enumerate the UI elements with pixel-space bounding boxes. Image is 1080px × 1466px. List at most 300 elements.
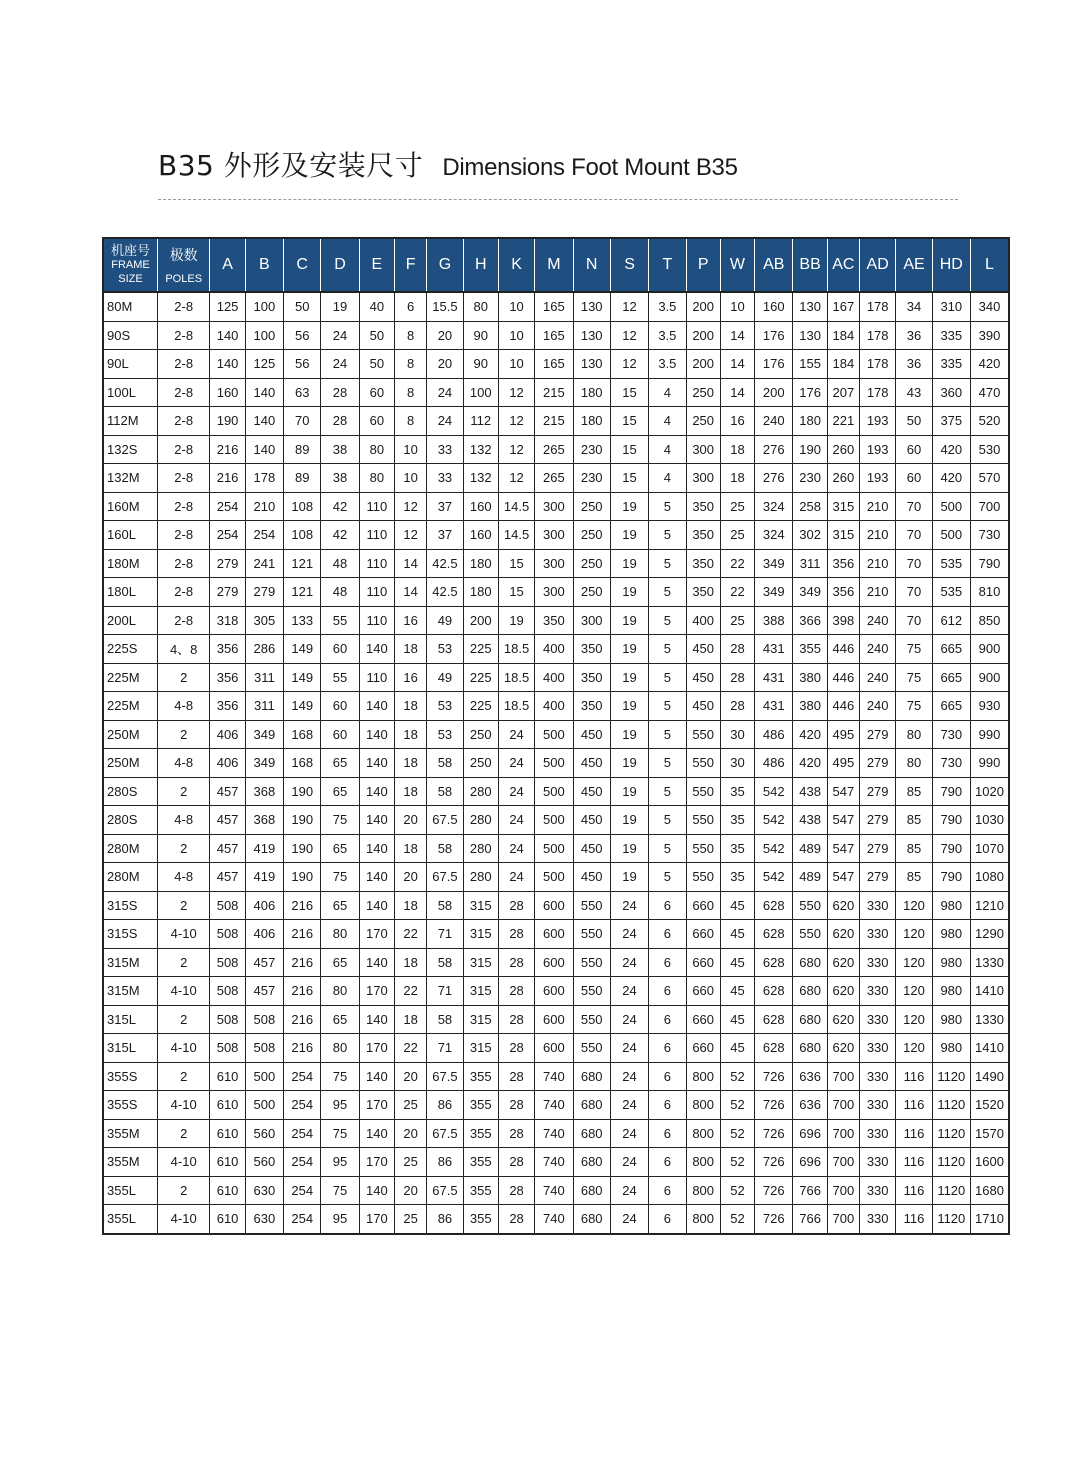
- cell-value: 50: [284, 292, 321, 321]
- cell-value: 1120: [932, 1148, 970, 1177]
- cell-value: 176: [755, 321, 793, 350]
- header-col-n: N: [573, 238, 610, 292]
- table-row: [103, 1062, 1009, 1091]
- cell-value: 800: [686, 1205, 720, 1234]
- cell-value: 450: [686, 692, 720, 721]
- cell-value: 600: [535, 920, 573, 949]
- cell-value: 200: [686, 292, 720, 321]
- cell-value: 726: [755, 1176, 793, 1205]
- table-row: [103, 521, 1009, 550]
- cell-value: 67.5: [427, 806, 463, 835]
- cell-value: 30: [720, 720, 754, 749]
- table-row: [103, 1148, 1009, 1177]
- cell-value: 696: [793, 1119, 827, 1148]
- cell-value: 547: [827, 806, 859, 835]
- cell-value: 450: [573, 863, 610, 892]
- cell-value: 400: [535, 635, 573, 664]
- cell-value: 89: [284, 464, 321, 493]
- cell-value: 19: [610, 606, 648, 635]
- cell-value: 790: [970, 549, 1009, 578]
- cell-value: 19: [610, 549, 648, 578]
- cell-value: 300: [535, 549, 573, 578]
- cell-value: 176: [793, 378, 827, 407]
- cell-value: 600: [535, 891, 573, 920]
- cell-value: 800: [686, 1176, 720, 1205]
- cell-value: 400: [535, 692, 573, 721]
- table-row: [103, 635, 1009, 664]
- cell-value: 80: [321, 920, 359, 949]
- cell-value: 167: [827, 292, 859, 321]
- cell-value: 100: [245, 321, 283, 350]
- cell-value: 178: [860, 350, 896, 379]
- table-row: [103, 663, 1009, 692]
- cell-poles: 2-8: [157, 435, 209, 464]
- cell-value: 550: [686, 863, 720, 892]
- cell-poles: 4-8: [157, 863, 209, 892]
- cell-value: 726: [755, 1148, 793, 1177]
- cell-value: 116: [896, 1062, 932, 1091]
- cell-value: 75: [321, 1176, 359, 1205]
- header-col-g: G: [427, 238, 463, 292]
- cell-poles: 2: [157, 777, 209, 806]
- cell-value: 52: [720, 1205, 754, 1234]
- cell-value: 18.5: [498, 692, 534, 721]
- cell-value: 28: [498, 1005, 534, 1034]
- cell-value: 18: [395, 1005, 427, 1034]
- cell-value: 438: [793, 777, 827, 806]
- cell-value: 12: [610, 350, 648, 379]
- cell-value: 628: [755, 1034, 793, 1063]
- cell-value: 121: [284, 578, 321, 607]
- cell-frame-size: 315M: [103, 948, 157, 977]
- cell-value: 36: [896, 350, 932, 379]
- cell-value: 324: [755, 521, 793, 550]
- cell-value: 542: [755, 777, 793, 806]
- cell-value: 350: [686, 578, 720, 607]
- cell-value: 149: [284, 692, 321, 721]
- cell-value: 1490: [970, 1062, 1009, 1091]
- header-frame-size: [103, 238, 157, 292]
- cell-value: 133: [284, 606, 321, 635]
- cell-value: 457: [210, 863, 245, 892]
- cell-frame-size: 80M: [103, 292, 157, 321]
- cell-value: 349: [245, 720, 283, 749]
- cell-value: 324: [755, 492, 793, 521]
- cell-value: 250: [573, 521, 610, 550]
- cell-value: 25: [395, 1091, 427, 1120]
- cell-value: 24: [498, 834, 534, 863]
- cell-value: 680: [573, 1205, 610, 1234]
- cell-value: 330: [860, 1005, 896, 1034]
- cell-value: 10: [720, 292, 754, 321]
- table-body: [103, 292, 1009, 1234]
- cell-value: 170: [359, 1148, 394, 1177]
- cell-poles: 2-8: [157, 292, 209, 321]
- cell-frame-size: 132M: [103, 464, 157, 493]
- cell-value: 355: [463, 1205, 498, 1234]
- cell-value: 790: [932, 834, 970, 863]
- cell-value: 500: [932, 492, 970, 521]
- cell-value: 330: [860, 1205, 896, 1234]
- cell-frame-size: 225M: [103, 692, 157, 721]
- cell-value: 508: [210, 977, 245, 1006]
- cell-value: 6: [649, 1062, 686, 1091]
- header-poles-en: POLES: [165, 273, 203, 285]
- cell-value: 542: [755, 806, 793, 835]
- cell-value: 16: [720, 407, 754, 436]
- cell-value: 535: [932, 578, 970, 607]
- cell-value: 80: [321, 977, 359, 1006]
- cell-frame-size: 315S: [103, 920, 157, 949]
- cell-value: 740: [535, 1119, 573, 1148]
- cell-value: 680: [573, 1148, 610, 1177]
- cell-value: 380: [793, 663, 827, 692]
- cell-value: 75: [321, 806, 359, 835]
- cell-value: 112: [463, 407, 498, 436]
- cell-value: 1120: [932, 1119, 970, 1148]
- cell-value: 184: [827, 350, 859, 379]
- cell-value: 18: [395, 777, 427, 806]
- cell-value: 178: [860, 292, 896, 321]
- cell-value: 457: [245, 977, 283, 1006]
- cell-value: 542: [755, 834, 793, 863]
- cell-value: 279: [860, 777, 896, 806]
- cell-value: 740: [535, 1176, 573, 1205]
- cell-poles: 4-10: [157, 1205, 209, 1234]
- cell-value: 330: [860, 1148, 896, 1177]
- cell-value: 990: [970, 720, 1009, 749]
- cell-poles: 2-8: [157, 606, 209, 635]
- cell-value: 19: [610, 692, 648, 721]
- cell-value: 58: [427, 749, 463, 778]
- cell-poles: 2: [157, 1119, 209, 1148]
- table-row: [103, 863, 1009, 892]
- cell-value: 70: [896, 492, 932, 521]
- cell-value: 168: [284, 720, 321, 749]
- cell-value: 660: [686, 891, 720, 920]
- cell-value: 5: [649, 492, 686, 521]
- cell-value: 560: [245, 1119, 283, 1148]
- cell-value: 12: [498, 435, 534, 464]
- cell-value: 620: [827, 891, 859, 920]
- cell-value: 24: [427, 407, 463, 436]
- cell-value: 60: [359, 378, 394, 407]
- cell-value: 19: [610, 777, 648, 806]
- cell-value: 8: [395, 350, 427, 379]
- cell-value: 28: [720, 663, 754, 692]
- cell-value: 350: [686, 521, 720, 550]
- cell-frame-size: 355M: [103, 1119, 157, 1148]
- cell-value: 19: [321, 292, 359, 321]
- cell-value: 24: [610, 1119, 648, 1148]
- cell-value: 980: [932, 891, 970, 920]
- cell-value: 612: [932, 606, 970, 635]
- cell-value: 1410: [970, 977, 1009, 1006]
- header-col-c: C: [284, 238, 321, 292]
- cell-value: 355: [463, 1148, 498, 1177]
- cell-frame-size: 225M: [103, 663, 157, 692]
- cell-value: 1330: [970, 948, 1009, 977]
- cell-value: 25: [720, 492, 754, 521]
- cell-value: 63: [284, 378, 321, 407]
- cell-value: 178: [245, 464, 283, 493]
- cell-value: 28: [498, 1091, 534, 1120]
- cell-value: 130: [573, 350, 610, 379]
- cell-frame-size: 315L: [103, 1034, 157, 1063]
- cell-value: 71: [427, 1034, 463, 1063]
- cell-value: 1120: [932, 1176, 970, 1205]
- cell-value: 25: [395, 1205, 427, 1234]
- cell-value: 600: [535, 1034, 573, 1063]
- cell-value: 25: [720, 606, 754, 635]
- cell-value: 80: [896, 720, 932, 749]
- cell-value: 254: [245, 521, 283, 550]
- cell-value: 5: [649, 834, 686, 863]
- cell-value: 500: [932, 521, 970, 550]
- cell-value: 800: [686, 1062, 720, 1091]
- cell-value: 19: [610, 635, 648, 664]
- cell-value: 140: [359, 806, 394, 835]
- cell-value: 230: [573, 464, 610, 493]
- cell-value: 58: [427, 891, 463, 920]
- cell-value: 790: [932, 777, 970, 806]
- table-row: [103, 749, 1009, 778]
- cell-value: 18: [395, 749, 427, 778]
- cell-value: 330: [860, 1119, 896, 1148]
- cell-frame-size: 180L: [103, 578, 157, 607]
- cell-value: 24: [498, 749, 534, 778]
- header-col-e: E: [359, 238, 394, 292]
- cell-value: 200: [463, 606, 498, 635]
- cell-value: 700: [827, 1091, 859, 1120]
- cell-value: 250: [573, 492, 610, 521]
- cell-value: 70: [896, 549, 932, 578]
- header-col-h: H: [463, 238, 498, 292]
- table-header-row: [103, 238, 1009, 292]
- cell-value: 125: [245, 350, 283, 379]
- cell-poles: 2: [157, 1062, 209, 1091]
- cell-value: 10: [498, 350, 534, 379]
- cell-value: 16: [395, 663, 427, 692]
- cell-value: 24: [610, 1034, 648, 1063]
- cell-value: 1030: [970, 806, 1009, 835]
- cell-value: 108: [284, 521, 321, 550]
- cell-value: 286: [245, 635, 283, 664]
- cell-value: 620: [827, 1034, 859, 1063]
- cell-value: 250: [463, 720, 498, 749]
- cell-value: 628: [755, 977, 793, 1006]
- cell-value: 45: [720, 920, 754, 949]
- cell-value: 766: [793, 1205, 827, 1234]
- cell-value: 12: [395, 492, 427, 521]
- cell-value: 168: [284, 749, 321, 778]
- cell-value: 190: [284, 834, 321, 863]
- cell-value: 18: [720, 464, 754, 493]
- cell-value: 508: [245, 1005, 283, 1034]
- cell-value: 10: [498, 292, 534, 321]
- cell-value: 120: [896, 1034, 932, 1063]
- cell-value: 215: [535, 407, 573, 436]
- cell-value: 1120: [932, 1205, 970, 1234]
- cell-value: 450: [686, 663, 720, 692]
- header-col-d: D: [321, 238, 359, 292]
- cell-value: 216: [284, 1034, 321, 1063]
- cell-value: 276: [755, 464, 793, 493]
- cell-value: 5: [649, 749, 686, 778]
- cell-value: 500: [535, 777, 573, 806]
- cell-value: 140: [359, 635, 394, 664]
- cell-value: 60: [321, 720, 359, 749]
- table-row: [103, 378, 1009, 407]
- cell-value: 5: [649, 692, 686, 721]
- cell-value: 450: [573, 720, 610, 749]
- cell-value: 38: [321, 435, 359, 464]
- cell-value: 254: [284, 1148, 321, 1177]
- cell-value: 254: [284, 1091, 321, 1120]
- cell-value: 990: [970, 749, 1009, 778]
- cell-value: 28: [498, 1034, 534, 1063]
- cell-value: 176: [755, 350, 793, 379]
- cell-value: 5: [649, 578, 686, 607]
- cell-value: 86: [427, 1091, 463, 1120]
- cell-frame-size: 90S: [103, 321, 157, 350]
- cell-value: 116: [896, 1176, 932, 1205]
- table-row: [103, 292, 1009, 321]
- cell-value: 132: [463, 464, 498, 493]
- cell-value: 450: [573, 777, 610, 806]
- cell-value: 24: [498, 806, 534, 835]
- table-row: [103, 1091, 1009, 1120]
- cell-value: 170: [359, 977, 394, 1006]
- cell-value: 33: [427, 464, 463, 493]
- cell-value: 279: [245, 578, 283, 607]
- cell-value: 48: [321, 578, 359, 607]
- cell-value: 110: [359, 521, 394, 550]
- cell-value: 53: [427, 635, 463, 664]
- cell-value: 766: [793, 1176, 827, 1205]
- cell-value: 19: [610, 578, 648, 607]
- cell-value: 16: [395, 606, 427, 635]
- cell-value: 420: [793, 720, 827, 749]
- cell-value: 190: [284, 806, 321, 835]
- cell-poles: 2-8: [157, 464, 209, 493]
- cell-value: 75: [321, 1062, 359, 1091]
- cell-value: 665: [932, 692, 970, 721]
- cell-value: 140: [359, 749, 394, 778]
- cell-value: 36: [896, 321, 932, 350]
- cell-value: 550: [573, 1034, 610, 1063]
- cell-value: 486: [755, 749, 793, 778]
- cell-value: 1330: [970, 1005, 1009, 1034]
- cell-value: 110: [359, 663, 394, 692]
- cell-value: 215: [535, 378, 573, 407]
- cell-value: 80: [359, 464, 394, 493]
- cell-value: 610: [210, 1062, 245, 1091]
- cell-value: 680: [793, 1034, 827, 1063]
- cell-value: 24: [610, 977, 648, 1006]
- cell-value: 14: [720, 321, 754, 350]
- cell-value: 740: [535, 1205, 573, 1234]
- cell-value: 45: [720, 948, 754, 977]
- cell-value: 279: [860, 720, 896, 749]
- cell-value: 250: [686, 407, 720, 436]
- cell-value: 28: [498, 891, 534, 920]
- cell-value: 495: [827, 749, 859, 778]
- cell-frame-size: 355S: [103, 1091, 157, 1120]
- cell-poles: 2: [157, 1176, 209, 1205]
- cell-value: 700: [827, 1176, 859, 1205]
- cell-value: 24: [610, 1062, 648, 1091]
- table-row: [103, 720, 1009, 749]
- cell-value: 486: [755, 720, 793, 749]
- cell-value: 610: [210, 1176, 245, 1205]
- cell-value: 547: [827, 863, 859, 892]
- cell-value: 500: [535, 863, 573, 892]
- cell-value: 311: [245, 663, 283, 692]
- cell-value: 980: [932, 948, 970, 977]
- cell-value: 75: [896, 635, 932, 664]
- cell-value: 42.5: [427, 578, 463, 607]
- cell-value: 508: [245, 1034, 283, 1063]
- cell-value: 406: [210, 749, 245, 778]
- cell-value: 726: [755, 1205, 793, 1234]
- cell-value: 49: [427, 663, 463, 692]
- cell-value: 800: [686, 1119, 720, 1148]
- cell-value: 726: [755, 1119, 793, 1148]
- cell-value: 140: [359, 692, 394, 721]
- cell-value: 5: [649, 663, 686, 692]
- cell-poles: 2: [157, 1005, 209, 1034]
- cell-value: 335: [932, 350, 970, 379]
- cell-poles: 4-8: [157, 692, 209, 721]
- cell-poles: 2: [157, 948, 209, 977]
- cell-value: 28: [720, 635, 754, 664]
- cell-value: 315: [463, 920, 498, 949]
- cell-value: 230: [793, 464, 827, 493]
- cell-value: 240: [860, 663, 896, 692]
- cell-value: 35: [720, 863, 754, 892]
- cell-value: 19: [610, 806, 648, 835]
- cell-value: 366: [793, 606, 827, 635]
- cell-value: 550: [686, 806, 720, 835]
- cell-value: 178: [860, 321, 896, 350]
- cell-value: 660: [686, 1034, 720, 1063]
- cell-poles: 2: [157, 663, 209, 692]
- cell-value: 700: [827, 1062, 859, 1091]
- cell-value: 254: [284, 1119, 321, 1148]
- cell-value: 375: [932, 407, 970, 436]
- cell-value: 56: [284, 321, 321, 350]
- cell-value: 680: [793, 948, 827, 977]
- cell-value: 279: [860, 863, 896, 892]
- cell-value: 140: [245, 407, 283, 436]
- cell-value: 22: [720, 549, 754, 578]
- cell-value: 140: [210, 321, 245, 350]
- cell-value: 489: [793, 834, 827, 863]
- cell-value: 302: [793, 521, 827, 550]
- title-chinese: B35 外形及安装尺寸: [158, 149, 424, 182]
- cell-value: 25: [395, 1148, 427, 1177]
- cell-poles: 2-8: [157, 350, 209, 379]
- cell-value: 4: [649, 407, 686, 436]
- cell-value: 70: [896, 521, 932, 550]
- cell-value: 431: [755, 663, 793, 692]
- cell-value: 250: [573, 549, 610, 578]
- cell-value: 221: [827, 407, 859, 436]
- cell-poles: 2-8: [157, 321, 209, 350]
- table-row: [103, 948, 1009, 977]
- cell-value: 355: [463, 1119, 498, 1148]
